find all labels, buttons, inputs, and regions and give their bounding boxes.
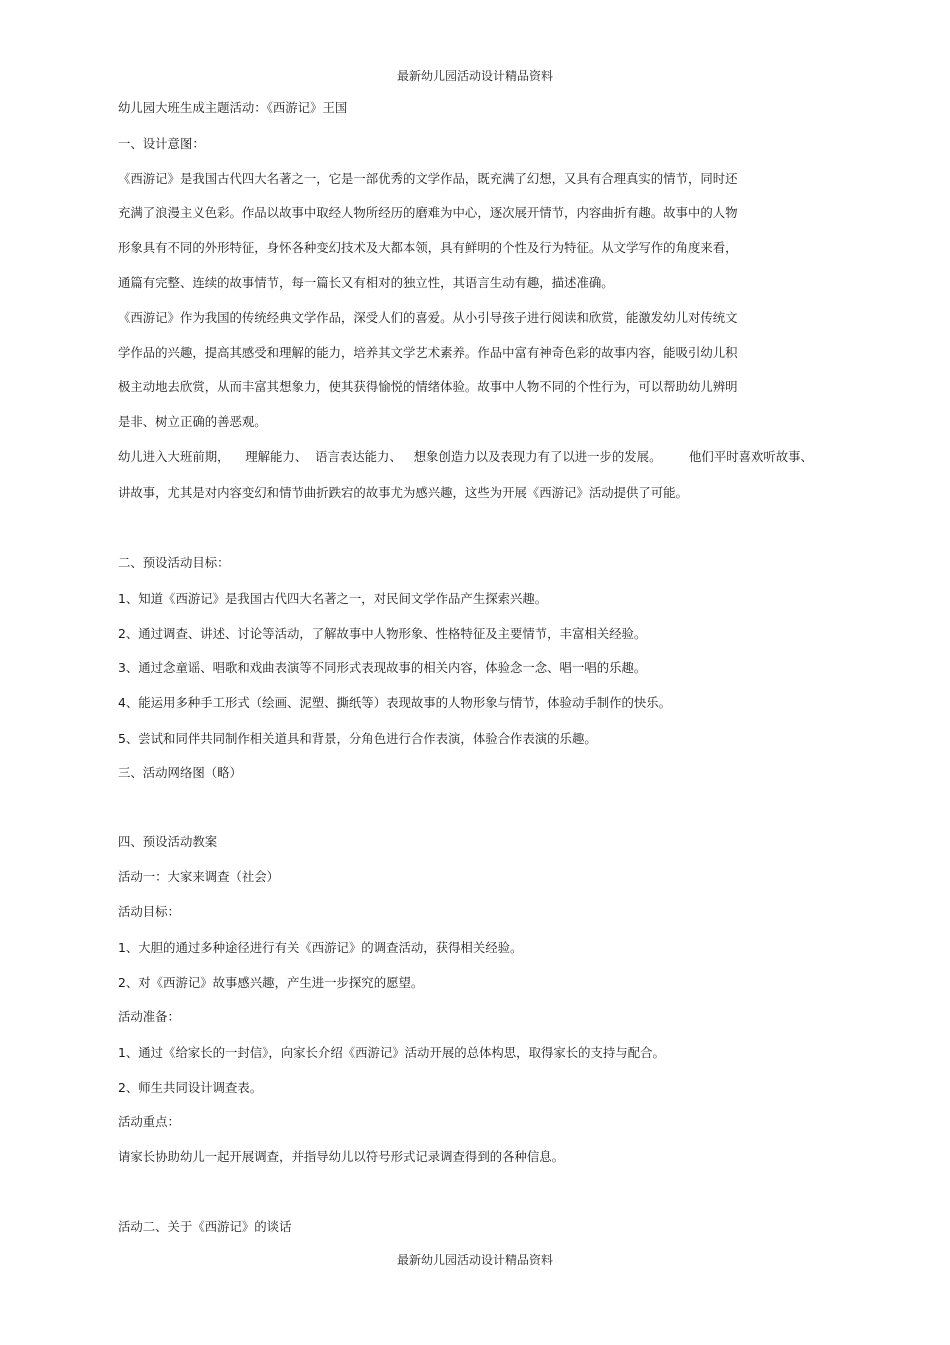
section-heading: 二、预设活动目标： (118, 555, 230, 570)
paragraph-line: 请家长协助幼儿一起开展调查，并指导幼儿以符号形式记录调查得到的各种信息。 (118, 1149, 565, 1164)
paragraph-line: 《西游记》是我国古代四大名著之一，它是一部优秀的文学作品，既充满了幻想，又具有合理真实的情节，同时还 (118, 171, 738, 186)
activity-heading: 活动二、关于《西游记》的谈话 (118, 1219, 292, 1234)
page-footer: 最新幼儿园活动设计精品资料 (396, 1253, 553, 1267)
list-item: 5、尝试和同伴共同制作相关道具和背景，分角色进行合作表演，体验合作表演的乐趣。 (118, 731, 597, 746)
list-item: 2、师生共同设计调查表。 (118, 1080, 263, 1095)
paragraph-line: 讲故事，尤其是对内容变幻和情节曲折跌宕的故事尤为感兴趣，这些为开展《西游记》活动提供了可能。 (118, 485, 688, 500)
list-item: 3、通过念童谣、唱歌和戏曲表演等不同形式表现故事的相关内容，体验念一念、唱一唱的乐趣。 (118, 660, 647, 675)
paragraph-line: 通篇有完整、连续的故事情节，每一篇长又有相对的独立性，其语言生动有趣，描述准确。 (118, 275, 614, 290)
paragraph-line: 形象具有不同的外形特征，身怀各种变幻技术及大都本领，具有鲜明的个性及行为特征。从文学写作的角度来看， (118, 240, 738, 255)
section-heading: 四、预设活动教案 (118, 834, 218, 849)
document-title: 幼儿园大班生成主题活动：《西游记》王国 (118, 100, 348, 115)
list-item: 1、通过《给家长的一封信》，向家长介绍《西游记》活动开展的总体构思，取得家长的支持与配合。 (118, 1045, 665, 1060)
section-heading: 三、活动网络图（略） (118, 765, 242, 780)
subheading: 活动重点： (118, 1114, 180, 1129)
list-item: 2、通过调查、讲述、讨论等活动，了解故事中人物形象、性格特征及主要情节，丰富相关经验。 (118, 626, 647, 641)
activity-heading: 活动一：大家来调查（社会） (118, 869, 280, 884)
paragraph-line: 是非、树立正确的善恶观。 (118, 414, 267, 429)
paragraph-line: 极主动地去欣赏，从而丰富其想象力，使其获得愉悦的情绪体验。故事中人物不同的个性行为，可以帮助幼儿辨明 (118, 379, 738, 394)
paragraph-line: 充满了浪漫主义色彩。作品以故事中取经人物所经历的磨难为中心，逐次展开情节，内容曲折有趣。故事中的人物 (118, 205, 738, 220)
list-item: 2、对《西游记》故事感兴趣，产生进一步探究的愿望。 (118, 975, 424, 990)
paragraph-line: 幼儿进入大班前期， 理解能力、 语言表达能力、 想象创造力以及表现力有了以进一步的发展。 他们平时喜欢听故事、 (118, 449, 813, 464)
section-heading: 一、设计意图： (118, 136, 205, 151)
paragraph-line: 学作品的兴趣，提高其感受和理解的能力，培养其文学艺术素养。作品中富有神奇色彩的故事内容，能吸引幼儿积 (118, 345, 738, 360)
list-item: 1、大胆的通过多种途径进行有关《西游记》的调查活动，获得相关经验。 (118, 940, 523, 955)
page-header: 最新幼儿园活动设计精品资料 (396, 69, 553, 83)
subheading: 活动准备： (118, 1009, 180, 1024)
subheading: 活动目标： (118, 904, 180, 919)
list-item: 1、知道《西游记》是我国古代四大名著之一，对民间文学作品产生探索兴趣。 (118, 591, 548, 606)
paragraph-line: 《西游记》作为我国的传统经典文学作品，深受人们的喜爱。从小引导孩子进行阅读和欣赏，能激发幼儿对传统文 (118, 310, 738, 325)
list-item: 4、能运用多种手工形式（绘画、泥塑、撕纸等）表现故事的人物形象与情节，体验动手制作的快乐。 (118, 695, 672, 710)
